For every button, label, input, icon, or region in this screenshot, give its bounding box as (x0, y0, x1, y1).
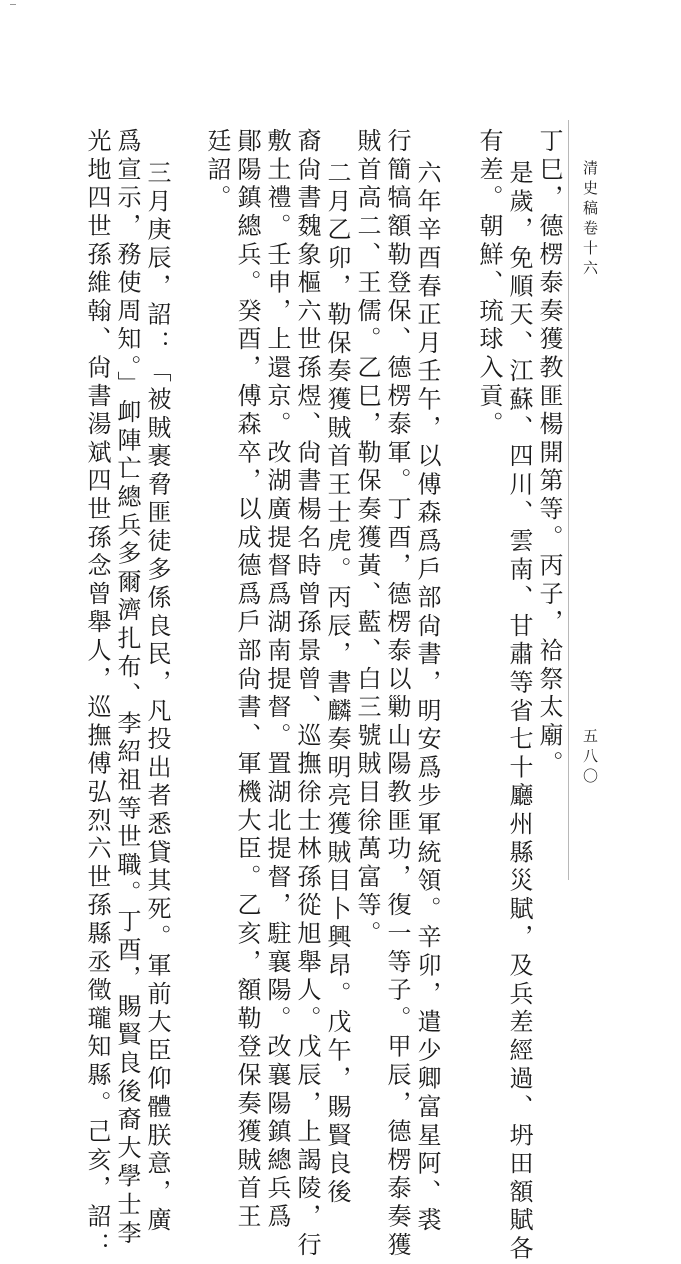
text-column: 行簡犒額勒登保、德楞泰軍。丁酉，德楞泰以勦山陽教匪功，復一等子。甲辰，德楞泰奏獲 (383, 128, 411, 1260)
text-column: 有差。朝鮮、琉球入貢。 (475, 128, 503, 440)
text-column: 丁巳，德楞泰奏獲教匪楊開第等。丙子，祫祭太廟。 (535, 128, 563, 779)
text-column: 三月庚辰，詔：「被賊裹脅匪徒多係良民，凡投出者悉貸其死。軍前大臣仰體朕意，廣 (143, 160, 171, 1236)
text-column: 光地四世孫維翰、尙書湯斌四世孫念曾舉人，巡撫傅弘烈六世孫縣丞徵瓏知縣。己亥，詔： (83, 128, 111, 1260)
text-column: 敷土禮。壬申，上還京。改湖廣提督爲湖南提督。置湖北提督，駐襄陽。改襄陽鎮總兵爲 (263, 128, 291, 1232)
text-column: 二月乙卯，勒保奏獲賊首王士虎。丙辰，書麟奏明亮獲賊目卜興昂。戊午，賜賢良後 (323, 160, 351, 1208)
text-column: 六年辛酉春正月壬午，以傅森爲戶部尙書，明安爲步軍統領。辛卯，遣少卿富星阿、裘 (413, 160, 441, 1236)
text-column: 是歲，免順天、江蘇、四川、雲南、甘肅等省七十廳州縣災賦，及兵差經過、坍田額賦各 (505, 160, 533, 1264)
text-column: 爲宣示，務使周知。」卹陣亡總兵多爾濟扎布、李紹祖等世職。丁酉，賜賢良後裔大學士李 (113, 128, 141, 1248)
text-column: 裔尙書魏象樞六世孫煜、尙書楊名時曾孫景曾、巡撫徐士林孫從旭舉人。戊辰，上謁陵，行 (293, 128, 321, 1260)
text-column: 廷詔。 (203, 128, 231, 213)
page-number: 五八〇 (581, 728, 599, 788)
header-rule (568, 120, 569, 880)
text-column: 賊首高二、王儒。乙巳，勒保奏獲黃、藍、白三號賊目徐萬富等。 (353, 128, 381, 949)
corner-mark (10, 4, 16, 11)
running-header-title: 清史稿卷十六 (581, 160, 599, 280)
text-column: 鄖陽鎮總兵。癸酉，傅森卒，以成德爲戶部尙書、軍機大臣。乙亥，額勒登保奏獲賊首王 (233, 128, 261, 1232)
